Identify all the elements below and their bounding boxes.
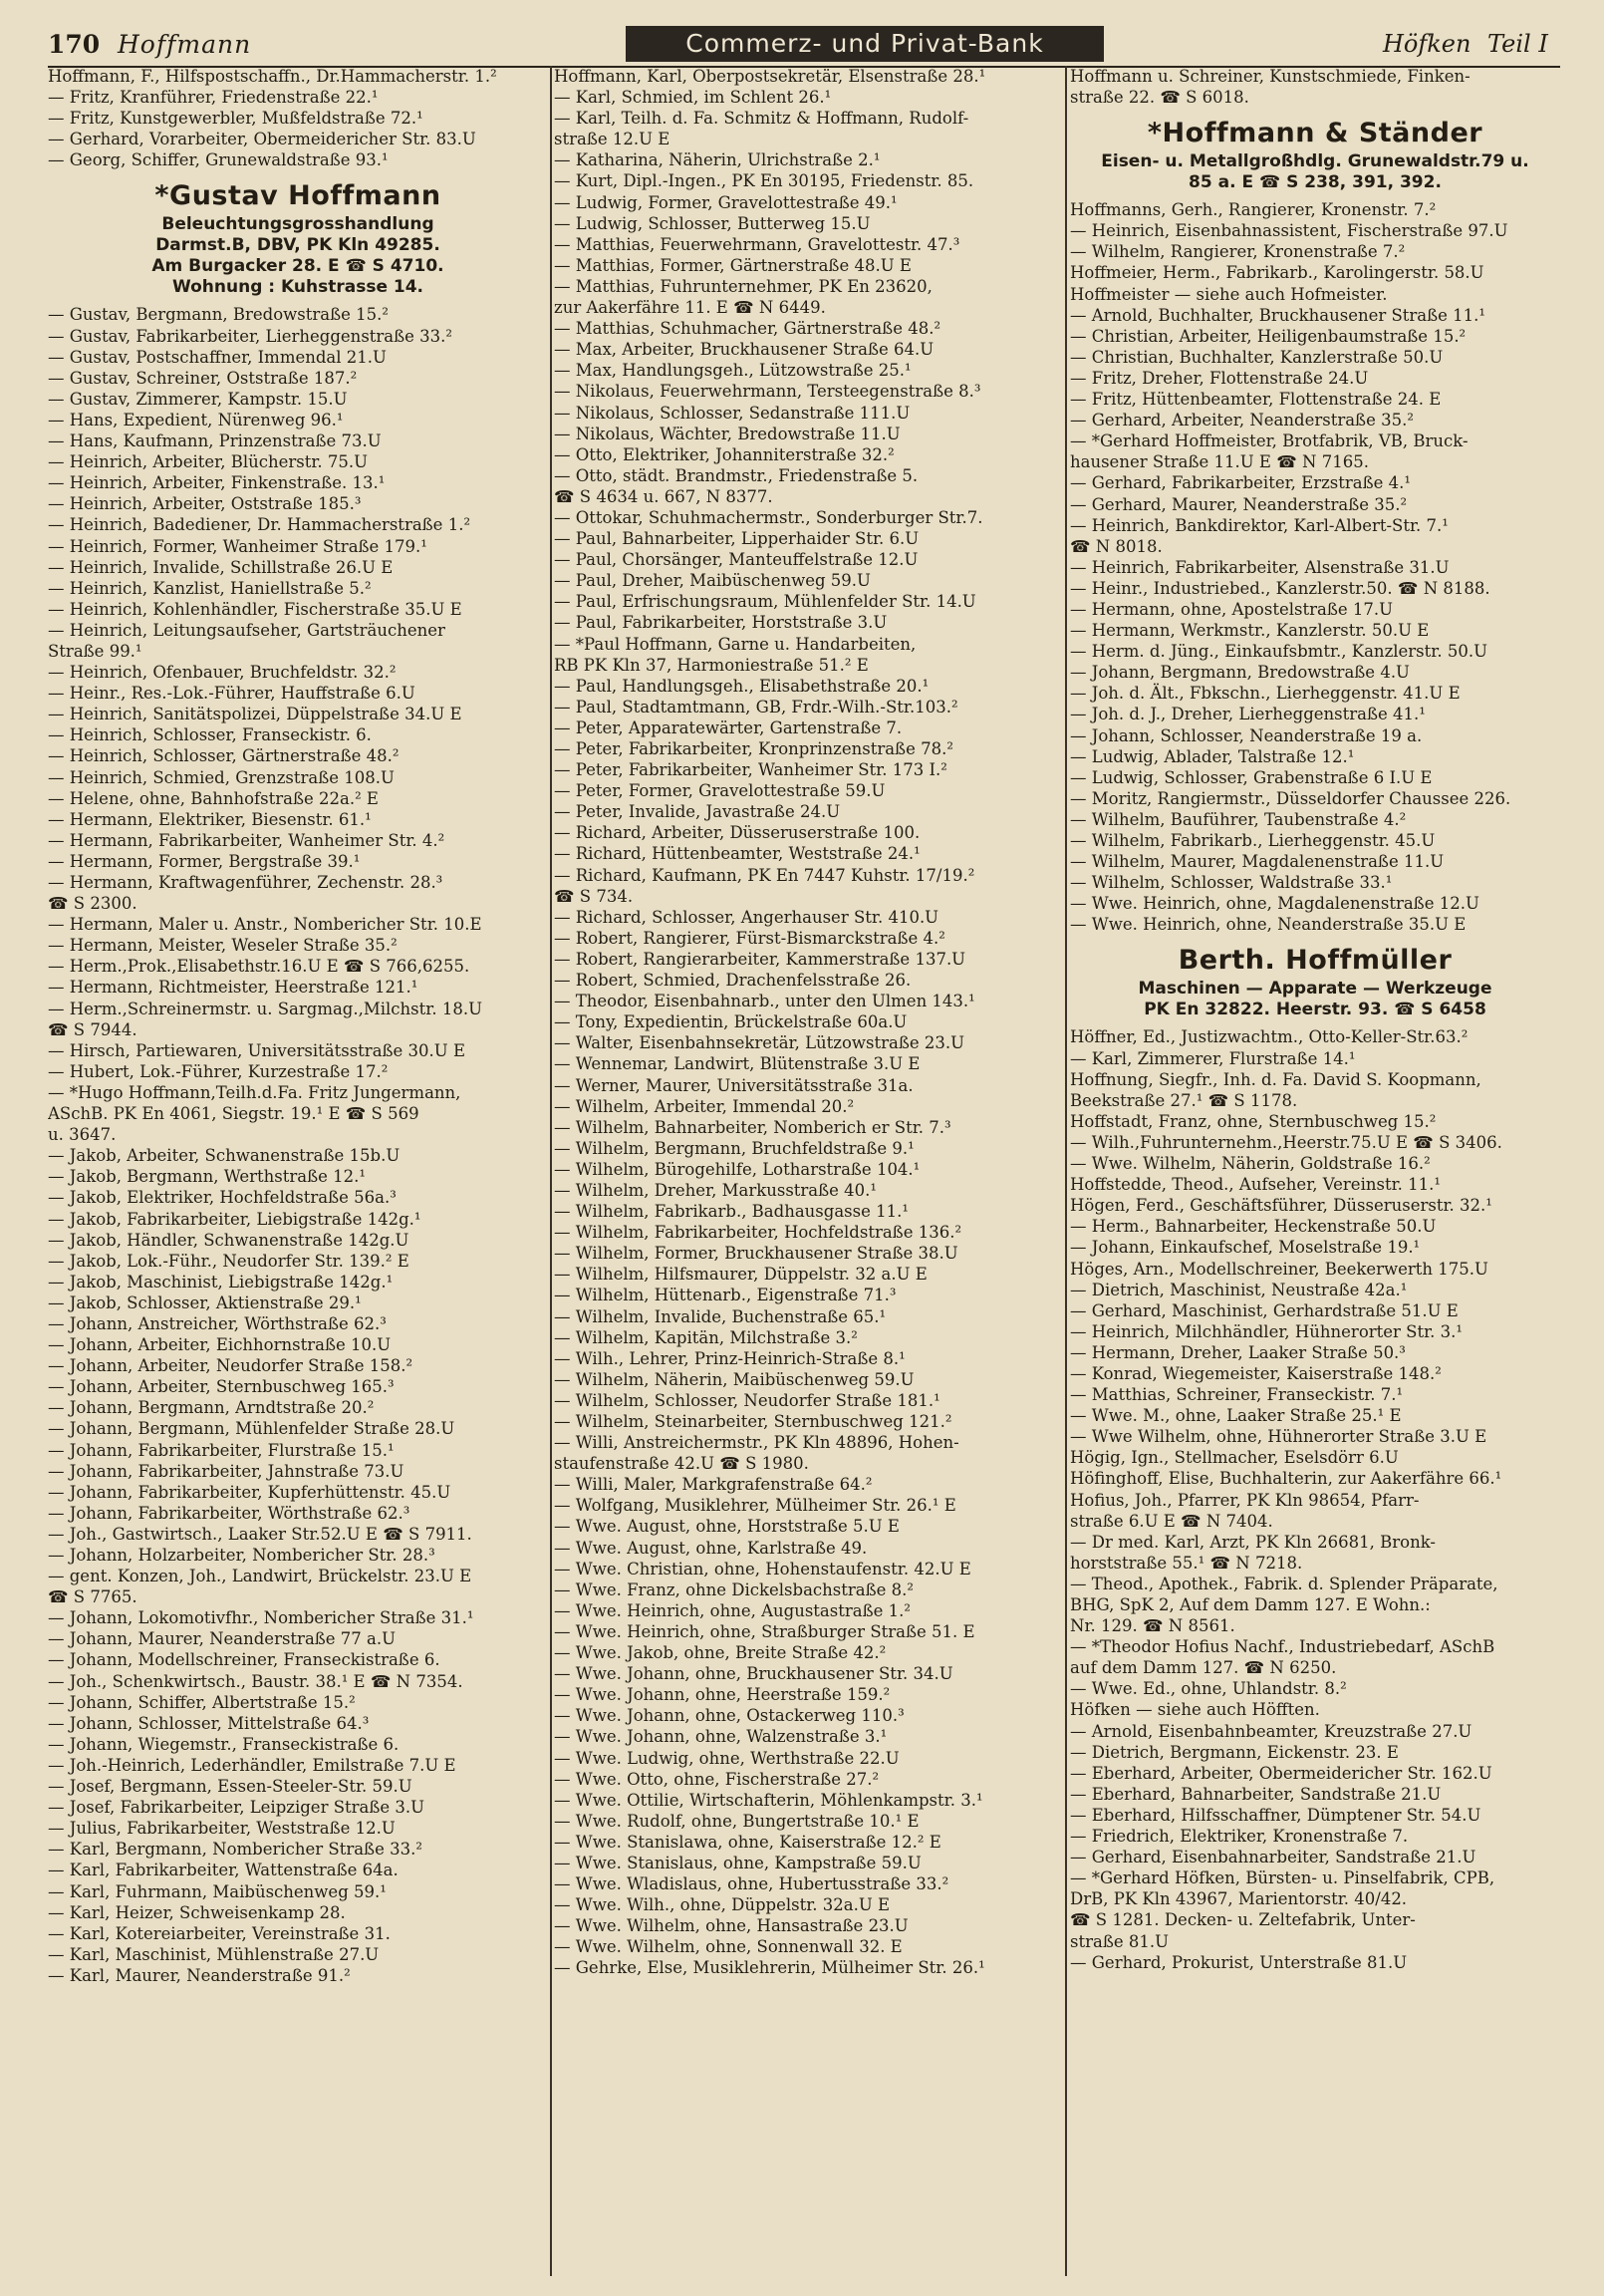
directory-entry: — Gerhard, Vorarbeiter, Obermeidericher Str. 83.U — [48, 130, 476, 149]
bank-banner: Commerz- und Privat-Bank — [626, 26, 1104, 62]
directory-entry: — Wwe. Rudolf, ohne, Bungertstraße 10.¹ E — [554, 1811, 920, 1831]
directory-entry: — Paul, Fabrikarbeiter, Horststraße 3.U — [554, 613, 888, 633]
directory-entry: — Wwe. Ed., ohne, Uhlandstr. 8.² — [1070, 1679, 1347, 1699]
directory-entry: — Wilhelm, Kapitän, Milchstraße 3.² — [554, 1327, 858, 1347]
directory-entry: Höges, Arn., Modellschreiner, Beekerwerth 175.U — [1070, 1259, 1488, 1279]
directory-entry: — Wilhelm, Näherin, Maibüschenweg 59.U — [554, 1369, 915, 1389]
directory-entry: — Johann, Bergmann, Mühlenfelder Straße 28.U — [48, 1419, 455, 1439]
directory-entry: Beekstraße 27.¹ ☎ S 1178. — [1070, 1090, 1298, 1110]
directory-entry: straße 22. ☎ S 6018. — [1070, 88, 1249, 108]
directory-entry: — Jakob, Fabrikarbeiter, Liebigstraße 142g.¹ — [48, 1209, 421, 1229]
directory-entry: Hoffnung, Siegfr., Inh. d. Fa. David S. Koopmann, — [1070, 1069, 1481, 1089]
directory-entry: — Richard, Arbeiter, Düsseruserstraße 100. — [554, 823, 921, 843]
directory-entry: — Wwe. Johann, ohne, Walzenstraße 3.¹ — [554, 1727, 888, 1747]
directory-entry: — Joh. d. J., Dreher, Lierheggenstraße 41.¹ — [1070, 705, 1426, 724]
directory-entry: — Heinrich, Schmied, Grenzstraße 108.U — [48, 767, 395, 787]
directory-entry: — gent. Konzen, Joh., Landwirt, Brückelstr. 23.U E — [48, 1567, 472, 1586]
directory-entry: — Josef, Bergmann, Essen-Steeler-Str. 59.U — [48, 1777, 412, 1797]
directory-entry: — Wwe. Jakob, ohne, Breite Straße 42.² — [554, 1643, 887, 1663]
directory-entry: — Matthias, Schuhmacher, Gärtnerstraße 48.² — [554, 319, 941, 339]
directory-entry: — Gerhard, Maurer, Neanderstraße 35.² — [1070, 494, 1408, 514]
directory-entry: — Gustav, Schreiner, Oststraße 187.² — [48, 368, 358, 388]
directory-entry: — Wilhelm, Arbeiter, Immendal 20.² — [554, 1096, 855, 1116]
directory-entry: — Robert, Rangierer, Fürst-Bismarckstraße 4.² — [554, 928, 945, 948]
directory-entry: — Wwe. Johann, ohne, Ostackerweg 110.³ — [554, 1706, 905, 1726]
directory-entry: — Katharina, Näherin, Ulrichstraße 2.¹ — [554, 150, 881, 170]
directory-entry: — Wilhelm, Hüttenarb., Eigenstraße 71.³ — [554, 1286, 897, 1305]
ad-line: PK En 32822. Heerstr. 93. ☎ S 6458 — [1144, 1000, 1486, 1020]
directory-entry: — Jakob, Arbeiter, Schwanenstraße 15b.U — [48, 1146, 401, 1166]
directory-entry: — Karl, Maschinist, Mühlenstraße 27.U — [48, 1944, 380, 1964]
directory-entry: — Kurt, Dipl.-Ingen., PK En 30195, Friedenstr. 85. — [554, 171, 974, 191]
column-middle-entries — [554, 66, 1054, 1979]
directory-entry: — Hermann, Former, Bergstraße 39.¹ — [48, 851, 361, 871]
directory-entry: — Johann, Anstreicher, Wörthstraße 62.³ — [48, 1313, 387, 1333]
directory-entry: ☎ S 7765. — [48, 1587, 137, 1607]
directory-entry: — Johann, Wiegemstr., Franseckistraße 6. — [48, 1734, 400, 1754]
directory-entry: ☎ N 8018. — [1070, 536, 1163, 556]
directory-entry: — Wwe. Wilh., ohne, Düppelstr. 32a.U E — [554, 1895, 891, 1915]
directory-entry: — Jakob, Schlosser, Aktienstraße 29.¹ — [48, 1292, 362, 1312]
directory-entry: — Wennemar, Landwirt, Blütenstraße 3.U E — [554, 1054, 921, 1074]
ad-line: Wohnung : Kuhstrasse 14. — [171, 277, 424, 298]
page-number: 170 — [48, 30, 101, 59]
directory-entry: — Julius, Fabrikarbeiter, Weststraße 12.U — [48, 1819, 396, 1839]
directory-entry: u. 3647. — [48, 1125, 117, 1145]
directory-entry: — Robert, Schmied, Drachenfelsstraße 26. — [554, 971, 912, 991]
directory-entry: — Paul, Handlungsgeh., Elisabethstraße 20.¹ — [554, 676, 930, 696]
ad-title: *Gustav Hoffmann — [154, 180, 441, 212]
directory-entry: — Karl, Fuhrmann, Maibüschenweg 59.¹ — [48, 1881, 387, 1901]
directory-entry: auf dem Damm 127. ☎ N 6250. — [1070, 1658, 1337, 1678]
directory-entry: — Otto, städt. Brandmstr., Friedenstraße 5. — [554, 465, 919, 485]
directory-entry: — *Gerhard Hoffmeister, Brotfabrik, VB, Bruck- — [1070, 431, 1469, 451]
directory-entry: — Otto, Elektriker, Johanniterstraße 32.² — [554, 444, 895, 464]
directory-entry: — Max, Handlungsgeh., Lützowstraße 25.¹ — [554, 361, 912, 381]
directory-entry: — Hermann, Elektriker, Biesenstr. 61.¹ — [48, 809, 372, 829]
ad-line: Am Burgacker 28. E ☎ S 4710. — [151, 256, 444, 277]
directory-entry: — Johann, Holzarbeiter, Nombericher Str. 28.³ — [48, 1546, 435, 1565]
directory-entry: — Wilhelm, Bauführer, Taubenstraße 4.² — [1070, 809, 1407, 829]
advertisement-hoffmann-staender — [1070, 116, 1560, 193]
directory-entry: — Hermann, ohne, Apostelstraße 17.U — [1070, 599, 1394, 619]
directory-entry: Hofius, Joh., Pfarrer, PK Kln 98654, Pfarr- — [1070, 1490, 1420, 1510]
directory-entry: — Hermann, Maler u. Anstr., Nombericher Str. 10.E — [48, 915, 482, 935]
directory-entry: ☎ S 7944. — [48, 1019, 137, 1039]
directory-entry: — Jakob, Maschinist, Liebigstraße 142g.¹ — [48, 1272, 394, 1292]
directory-entry: — Peter, Fabrikarbeiter, Kronprinzenstraße 78.² — [554, 739, 953, 758]
directory-entry: — Karl, Maurer, Neanderstraße 91.² — [48, 1965, 351, 1985]
directory-entry: — Peter, Invalide, Javastraße 24.U — [554, 802, 841, 822]
page-header — [48, 26, 1560, 68]
running-head-name: Hoffmann — [118, 30, 252, 59]
directory-entry: — Johann, Lokomotivfhr., Nombericher Straße 31.¹ — [48, 1608, 474, 1628]
directory-entry: straße 81.U — [1070, 1931, 1169, 1951]
directory-entry: — Ludwig, Schlosser, Grabenstraße 6 I.U E — [1070, 767, 1433, 787]
column-left-top-entries — [48, 66, 548, 170]
directory-entry: — Wilh.,Fuhrunternehm.,Heerstr.75.U E ☎ S 3406. — [1070, 1132, 1502, 1152]
directory-entry: — Gustav, Fabrikarbeiter, Lierheggenstraße 33.² — [48, 326, 453, 346]
directory-entry: — Johann, Schlosser, Mittelstraße 64.³ — [48, 1713, 370, 1733]
directory-entry: — Hans, Kaufmann, Prinzenstraße 73.U — [48, 431, 382, 451]
directory-entry: — Arnold, Eisenbahnbeamter, Kreuzstraße 27.U — [1070, 1721, 1472, 1741]
directory-entry: Högen, Ferd., Geschäftsführer, Düsseruserstr. 32.¹ — [1070, 1196, 1492, 1216]
directory-entry: horststraße 55.¹ ☎ N 7218. — [1070, 1553, 1303, 1573]
directory-entry: — Wilhelm, Fabrikarb., Badhausgasse 11.¹ — [554, 1202, 909, 1222]
directory-entry: — Johann, Arbeiter, Neudorfer Straße 158.² — [48, 1356, 413, 1376]
directory-entry: — Matthias, Fuhrunternehmer, PK En 23620, — [554, 276, 933, 296]
ad-line: Beleuchtungsgrosshandlung — [161, 214, 434, 235]
directory-entry: — Wwe. Heinrich, ohne, Neanderstraße 35.U E — [1070, 915, 1467, 935]
directory-entry: — Willi, Anstreichermstr., PK Kln 48896, Hohen- — [554, 1433, 959, 1453]
directory-entry: — Heinrich, Invalide, Schillstraße 26.U E — [48, 557, 394, 577]
directory-entry: — Johann, Fabrikarbeiter, Kupferhüttenstr. 45.U — [48, 1482, 451, 1502]
advertisement-hoffmueller — [1070, 943, 1560, 1020]
directory-entry: — Heinrich, Arbeiter, Blücherstr. 75.U — [48, 452, 369, 472]
directory-entry: — Karl, Zimmerer, Flurstraße 14.¹ — [1070, 1048, 1356, 1068]
directory-entry: — Joh. d. Ält., Fbkschn., Lierheggenstr. 41.U E — [1070, 684, 1461, 704]
directory-entry: — Heinr., Res.-Lok.-Führer, Hauffstraße 6.U — [48, 684, 415, 704]
directory-entry: — Gerhard, Fabrikarbeiter, Erzstraße 4.¹ — [1070, 473, 1411, 493]
directory-entry: — Heinrich, Kanzlist, Haniellstraße 5.² — [48, 578, 372, 598]
ad-line: Eisen- u. Metallgroßhdlg. Grunewaldstr.79 u. — [1101, 151, 1529, 172]
directory-entry: Hoffmann, Karl, Oberpostsekretär, Elsenstraße 28.¹ — [554, 67, 986, 86]
directory-entry: — Wwe. Franz, ohne Dickelsbachstraße 8.² — [554, 1579, 914, 1599]
directory-entry: — Gerhard, Eisenbahnarbeiter, Sandstraße 21.U — [1070, 1848, 1476, 1867]
directory-entry: — Konrad, Wiegemeister, Kaiserstraße 148.² — [1070, 1363, 1442, 1383]
directory-entry: — Wwe. Stanislaus, ohne, Kampstraße 59.U — [554, 1853, 922, 1872]
directory-entry: — Nikolaus, Schlosser, Sedanstraße 111.U — [554, 403, 911, 423]
directory-entry: — *Theodor Hofius Nachf., Industriebedarf, ASchB — [1070, 1637, 1495, 1657]
directory-entry: — Wilh., Lehrer, Prinz-Heinrich-Straße 8.¹ — [554, 1348, 906, 1368]
directory-entry: — Wilhelm, Steinarbeiter, Sternbuschweg 121.² — [554, 1412, 952, 1431]
directory-entry: — Hermann, Dreher, Laaker Straße 50.³ — [1070, 1342, 1406, 1362]
directory-entry: Hoffmann u. Schreiner, Kunstschmiede, Finken- — [1070, 67, 1470, 86]
directory-entry: — Ludwig, Former, Gravelottestraße 49.¹ — [554, 192, 898, 212]
directory-entry: — Tony, Expedientin, Brückelstraße 60a.U — [554, 1012, 908, 1032]
directory-entry: Hoffstedde, Theod., Aufseher, Vereinstr. 11.¹ — [1070, 1175, 1441, 1195]
directory-entry: — Jakob, Bergmann, Werthstraße 12.¹ — [48, 1167, 366, 1187]
directory-entry: — Heinrich, Bankdirektor, Karl-Albert-Str. 7.¹ — [1070, 515, 1449, 535]
directory-entry: — Paul, Erfrischungsraum, Mühlenfelder Str. 14.U — [554, 592, 976, 612]
directory-entry: Hoffmann, F., Hilfspostschaffn., Dr.Hammacherstr. 1.² — [48, 67, 497, 86]
directory-entry: — Wwe. Ludwig, ohne, Werthstraße 22.U — [554, 1748, 900, 1768]
directory-entry: — Wwe. Christian, ohne, Hohenstaufenstr. 42.U E — [554, 1559, 971, 1578]
directory-entry: — Hermann, Meister, Weseler Straße 35.² — [48, 936, 398, 956]
directory-entry: — Richard, Kaufmann, PK En 7447 Kuhstr. 17/19.² — [554, 865, 975, 885]
directory-entry: — Max, Arbeiter, Bruckhausener Straße 64.U — [554, 340, 935, 360]
directory-entry: — Matthias, Former, Gärtnerstraße 48.U E — [554, 255, 912, 275]
part-label: Teil I — [1487, 30, 1548, 58]
column-right-middle-entries — [1070, 199, 1560, 935]
directory-entry: — Ludwig, Schlosser, Butterweg 15.U — [554, 213, 871, 233]
directory-entry: — Hubert, Lok.-Führer, Kurzestraße 17.² — [48, 1061, 389, 1081]
directory-entry: — Wwe. Stanislawa, ohne, Kaiserstraße 12.² E — [554, 1832, 941, 1852]
directory-entry: — Moritz, Rangiermstr., Düsseldorfer Chaussee 226. — [1070, 788, 1511, 808]
directory-entry: — Karl, Kotereiarbeiter, Vereinstraße 31. — [48, 1923, 391, 1943]
directory-entry: — Wwe. Wilhelm, ohne, Hansastraße 23.U — [554, 1916, 909, 1936]
directory-entry: — Heinrich, Eisenbahnassistent, Fischerstraße 97.U — [1070, 221, 1508, 241]
directory-entry: — Heinrich, Schlosser, Gärtnerstraße 48.² — [48, 746, 400, 766]
directory-entry: — Johann, Bergmann, Arndtstraße 20.² — [48, 1398, 375, 1418]
directory-entry: — Eberhard, Arbeiter, Obermeidericher Str. 162.U — [1070, 1763, 1492, 1783]
directory-entry: — Richard, Hüttenbeamter, Weststraße 24.¹ — [554, 844, 921, 864]
directory-entry: ☎ S 1281. Decken- u. Zeltefabrik, Unter- — [1070, 1910, 1416, 1930]
directory-entry: — Karl, Heizer, Schweisenkamp 28. — [48, 1902, 346, 1922]
directory-entry: — Ludwig, Ablader, Talstraße 12.¹ — [1070, 746, 1355, 766]
directory-entry: — *Paul Hoffmann, Garne u. Handarbeiten, — [554, 634, 917, 654]
directory-entry: BHG, SpK 2, Auf dem Damm 127. E Wohn.: — [1070, 1595, 1431, 1614]
directory-entry: — Peter, Former, Gravelottestraße 59.U — [554, 781, 886, 801]
directory-entry: — Herm.,Schreinermstr. u. Sargmag.,Milchstr. 18.U — [48, 999, 482, 1018]
directory-entry: — Wwe. Johann, ohne, Heerstraße 159.² — [554, 1685, 891, 1705]
directory-entry: — Matthias, Schreiner, Franseckistr. 7.¹ — [1070, 1385, 1404, 1405]
directory-entry: — Jakob, Elektriker, Hochfeldstraße 56a.³ — [48, 1188, 397, 1208]
column-left — [48, 66, 548, 2276]
directory-entry: — Fritz, Hüttenbeamter, Flottenstraße 24. E — [1070, 390, 1442, 410]
directory-entry: — Hermann, Richtmeister, Heerstraße 121.¹ — [48, 978, 418, 998]
directory-entry: — Johann, Fabrikarbeiter, Wörthstraße 62.³ — [48, 1503, 410, 1523]
directory-entry: — Heinrich, Fabrikarbeiter, Alsenstraße 31.U — [1070, 557, 1450, 577]
directory-entry: — Gerhard, Arbeiter, Neanderstraße 35.² — [1070, 411, 1414, 430]
directory-entry: — Dr med. Karl, Arzt, PK Kln 26681, Bronk- — [1070, 1532, 1436, 1552]
directory-entry: — Johann, Fabrikarbeiter, Flurstraße 15.¹ — [48, 1440, 395, 1460]
directory-entry: — Johann, Bergmann, Bredowstraße 4.U — [1070, 663, 1410, 683]
column-left-entries — [48, 304, 548, 1986]
directory-entry: — Heinrich, Kohlenhändler, Fischerstraße 35.U E — [48, 599, 462, 619]
directory-entry: — Josef, Fabrikarbeiter, Leipziger Straße 3.U — [48, 1798, 425, 1818]
directory-entry: ☎ S 4634 u. 667, N 8377. — [554, 486, 773, 506]
column-divider-right — [1065, 66, 1067, 2276]
directory-entry: ☎ S 2300. — [48, 894, 137, 914]
directory-entry: — Karl, Fabrikarbeiter, Wattenstraße 64a. — [48, 1861, 399, 1880]
directory-entry: — Wilhelm, Maurer, Magdalenenstraße 11.U — [1070, 852, 1445, 872]
directory-entry: Höfken — siehe auch Höfften. — [1070, 1700, 1320, 1720]
directory-entry: — Walter, Eisenbahnsekretär, Lützowstraße 23.U — [554, 1033, 965, 1053]
directory-entry: — Karl, Bergmann, Nombericher Straße 33.² — [48, 1840, 422, 1860]
directory-entry: — Heinrich, Leitungsaufseher, Gartsträuchener — [48, 620, 445, 640]
directory-entry: — Wilhelm, Bergmann, Bruchfeldstraße 9.¹ — [554, 1138, 915, 1158]
directory-entry: — Friedrich, Elektriker, Kronenstraße 7. — [1070, 1827, 1409, 1847]
directory-entry: — Eberhard, Hilfsschaffner, Dümptener Str. 54.U — [1070, 1805, 1481, 1825]
directory-entry: DrB, PK Kln 43967, Marientorstr. 40/42. — [1070, 1889, 1408, 1909]
directory-entry: — Gehrke, Else, Musiklehrerin, Mülheimer Str. 26.¹ — [554, 1958, 985, 1978]
directory-entry: — Paul, Bahnarbeiter, Lipperhaider Str. 6.U — [554, 529, 920, 549]
directory-entry: — Wilhelm, Schlosser, Neudorfer Straße 181.¹ — [554, 1390, 940, 1410]
directory-entry: — Gustav, Zimmerer, Kampstr. 15.U — [48, 389, 348, 409]
directory-entry: — Fritz, Dreher, Flottenstraße 24.U — [1070, 368, 1369, 388]
directory-entry: — Johann, Arbeiter, Sternbuschweg 165.³ — [48, 1377, 395, 1397]
directory-entry: — Wwe. Ottilie, Wirtschafterin, Möhlenkampstr. 3.¹ — [554, 1790, 983, 1810]
directory-entry: straße 6.U E ☎ N 7404. — [1070, 1511, 1273, 1531]
directory-entry: — Wilhelm, Hilfsmaurer, Düppelstr. 32 a.U E — [554, 1265, 928, 1285]
directory-entry: — Wilhelm, Fabrikarb., Lierheggenstr. 45.U — [1070, 831, 1436, 850]
directory-entry: — Wwe. Heinrich, ohne, Straßburger Straße 51. E — [554, 1621, 975, 1641]
directory-entry: — Herm., Bahnarbeiter, Heckenstraße 50.U — [1070, 1217, 1437, 1237]
directory-entry: Högig, Ign., Stellmacher, Eselsdörr 6.U — [1070, 1448, 1399, 1468]
directory-entry: — Johann, Arbeiter, Eichhornstraße 10.U — [48, 1335, 392, 1355]
directory-entry: — *Gerhard Höfken, Bürsten- u. Pinselfabrik, CPB, — [1070, 1868, 1495, 1888]
ad-title: Berth. Hoffmüller — [1178, 945, 1453, 977]
directory-entry: Höfinghoff, Elise, Buchhalterin, zur Aakerfähre 66.¹ — [1070, 1469, 1502, 1489]
directory-entry: Hoffmeier, Herm., Fabrikarb., Karolingerstr. 58.U — [1070, 263, 1484, 283]
column-right-entries — [1070, 1026, 1560, 1972]
directory-entry: — Wilhelm, Bahnarbeiter, Nomberich er Str. 7.³ — [554, 1117, 951, 1137]
directory-entry: — Wwe. Otto, ohne, Fischerstraße 27.² — [554, 1769, 880, 1789]
directory-entry: — Wwe. August, ohne, Horststraße 5.U E — [554, 1517, 900, 1537]
directory-entry: — Arnold, Buchhalter, Bruckhausener Straße 11.¹ — [1070, 305, 1486, 325]
directory-entry: — Peter, Apparatewärter, Gartenstraße 7. — [554, 718, 903, 737]
directory-entry: — Theod., Apothek., Fabrik. d. Splender Präparate, — [1070, 1574, 1498, 1593]
directory-entry: RB PK Kln 37, Harmoniestraße 51.² E — [554, 655, 869, 675]
directory-entry: — Willi, Maler, Markgrafenstraße 64.² — [554, 1475, 873, 1495]
directory-entry: ☎ S 734. — [554, 886, 634, 906]
directory-entry: — Georg, Schiffer, Grunewaldstraße 93.¹ — [48, 150, 389, 170]
directory-entry: — Wilhelm, Bürogehilfe, Lotharstraße 104.¹ — [554, 1159, 921, 1179]
ad-line: Darmst.B, DBV, PK Kln 49285. — [155, 235, 440, 256]
directory-entry: — Fritz, Kranführer, Friedenstraße 22.¹ — [48, 88, 379, 108]
ad-line: 85 a. E ☎ S 238, 391, 392. — [1189, 172, 1442, 193]
directory-entry: hausener Straße 11.U E ☎ N 7165. — [1070, 452, 1369, 472]
directory-entry: — Heinrich, Ofenbauer, Bruchfeldstr. 32.² — [48, 663, 397, 683]
directory-entry: — Wwe. Heinrich, ohne, Magdalenenstraße 12.U — [1070, 894, 1479, 914]
directory-entry: — Wwe. August, ohne, Karlstraße 49. — [554, 1538, 868, 1558]
directory-entry: — Johann, Maurer, Neanderstraße 77 a.U — [48, 1629, 397, 1649]
directory-entry: — Hirsch, Partiewaren, Universitätsstraße 30.U E — [48, 1040, 465, 1060]
advertisement-gustav-hoffmann — [48, 178, 548, 298]
directory-entry: — Wilhelm, Rangierer, Kronenstraße 7.² — [1070, 242, 1406, 262]
directory-entry: — Nikolaus, Feuerwehrmann, Tersteegenstraße 8.³ — [554, 382, 981, 402]
directory-entry: — Wwe Wilhelm, ohne, Hühnerorter Straße 3.U E — [1070, 1427, 1487, 1447]
directory-entry: — Wilhelm, Dreher, Markusstraße 40.¹ — [554, 1180, 878, 1200]
directory-entry: — Dietrich, Bergmann, Eickenstr. 23. E — [1070, 1742, 1399, 1762]
directory-entry: — Johann, Schiffer, Albertstraße 15.² — [48, 1692, 356, 1712]
directory-entry: — Karl, Teilh. d. Fa. Schmitz & Hoffmann, Rudolf- — [554, 109, 969, 129]
directory-entry: — Christian, Arbeiter, Heiligenbaumstraße 15.² — [1070, 326, 1467, 346]
directory-entry: — Robert, Rangierarbeiter, Kammerstraße 137.U — [554, 949, 966, 969]
directory-entry: — Wwe. M., ohne, Laaker Straße 25.¹ E — [1070, 1406, 1402, 1426]
directory-entry: — Johann, Modellschreiner, Franseckistraße 6. — [48, 1650, 440, 1670]
directory-entry: — Hermann, Werkmstr., Kanzlerstr. 50.U E — [1070, 621, 1430, 641]
directory-entry: — Christian, Buchhalter, Kanzlerstraße 50.U — [1070, 347, 1444, 367]
directory-entry: — Herm. d. Jüng., Einkaufsbmtr., Kanzlerstr. 50.U — [1070, 642, 1487, 662]
directory-entry: — Theodor, Eisenbahnarb., unter den Ulmen 143.¹ — [554, 992, 975, 1011]
column-right — [1070, 66, 1560, 2276]
directory-entry: — Wwe. Johann, ohne, Bruckhausener Str. 34.U — [554, 1664, 953, 1684]
directory-entry: — Paul, Dreher, Maibüschenweg 59.U — [554, 571, 871, 591]
directory-entry: — Hermann, Fabrikarbeiter, Wanheimer Str. 4.² — [48, 830, 445, 850]
directory-entry: Nr. 129. ☎ N 8561. — [1070, 1616, 1235, 1636]
directory-entry: — Werner, Maurer, Universitätsstraße 31a. — [554, 1075, 914, 1095]
directory-entry: — Wilhelm, Fabrikarbeiter, Hochfeldstraße 136.² — [554, 1223, 962, 1243]
directory-entry: — Matthias, Feuerwehrmann, Gravelottestr. 47.³ — [554, 234, 960, 254]
directory-entry: — Wwe. Wilhelm, Näherin, Goldstraße 16.² — [1070, 1154, 1431, 1174]
directory-entry: — *Hugo Hoffmann,Teilh.d.Fa. Fritz Jungermann, — [48, 1082, 461, 1102]
directory-entry: — Jakob, Lok.-Führ., Neudorfer Str. 139.² E — [48, 1251, 409, 1271]
directory-entry: — Wwe. Heinrich, ohne, Augustastraße 1.² — [554, 1600, 911, 1620]
directory-entry: ASchB. PK En 4061, Siegstr. 19.¹ E ☎ S 569 — [48, 1104, 419, 1124]
directory-entry: zur Aakerfähre 11. E ☎ N 6449. — [554, 298, 826, 318]
directory-entry: — Wwe. Wilhelm, ohne, Sonnenwall 32. E — [554, 1937, 903, 1957]
directory-entry: — Gustav, Bergmann, Bredowstraße 15.² — [48, 305, 390, 325]
directory-entry: straße 12.U E — [554, 130, 670, 149]
directory-entry: Hoffstadt, Franz, ohne, Sternbuschweg 15.² — [1070, 1111, 1437, 1131]
directory-entry: — Gustav, Postschaffner, Immendal 21.U — [48, 347, 387, 367]
directory-entry: — Karl, Schmied, im Schlent 26.¹ — [554, 88, 832, 108]
directory-entry: — Heinrich, Badediener, Dr. Hammacherstraße 1.² — [48, 515, 471, 535]
directory-entry: — Eberhard, Bahnarbeiter, Sandstraße 21.U — [1070, 1784, 1442, 1804]
directory-entry: staufenstraße 42.U ☎ S 1980. — [554, 1454, 809, 1474]
directory-entry: — Joh., Gastwirtsch., Laaker Str.52.U E ☎ S 7911. — [48, 1524, 472, 1544]
ad-title: *Hoffmann & Ständer — [1147, 118, 1483, 149]
directory-entry: — Wilhelm, Invalide, Buchenstraße 65.¹ — [554, 1306, 887, 1326]
running-head-range-end: Höfken — [1383, 30, 1471, 58]
directory-entry: — Nikolaus, Wächter, Bredowstraße 11.U — [554, 424, 901, 443]
directory-entry: — Heinrich, Milchhändler, Hühnerorter Str. 3.¹ — [1070, 1321, 1464, 1341]
directory-entry: — Johann, Schlosser, Neanderstraße 19 a. — [1070, 725, 1423, 745]
directory-entry: — Heinrich, Arbeiter, Finkenstraße. 13.¹ — [48, 473, 386, 493]
directory-entry: — Gerhard, Maschinist, Gerhardstraße 51.U E — [1070, 1300, 1459, 1320]
directory-entry: — Jakob, Händler, Schwanenstraße 142g.U — [48, 1230, 409, 1250]
directory-entry: — Fritz, Kunstgewerbler, Mußfeldstraße 72.¹ — [48, 109, 423, 129]
directory-entry: — Johann, Fabrikarbeiter, Jahnstraße 73.U — [48, 1461, 404, 1481]
directory-entry: Straße 99.¹ — [48, 641, 142, 661]
directory-entry: — Johann, Einkaufschef, Moselstraße 19.¹ — [1070, 1238, 1421, 1258]
directory-entry: — Helene, ohne, Bahnhofstraße 22a.² E — [48, 788, 379, 808]
directory-entry: — Wwe. Wladislaus, ohne, Hubertusstraße 33.² — [554, 1874, 949, 1894]
directory-entry: — Heinrich, Former, Wanheimer Straße 179.¹ — [48, 536, 427, 556]
directory-entry: — Joh.-Heinrich, Lederhändler, Emilstraße 7.U E — [48, 1755, 456, 1775]
directory-entry: — Heinrich, Arbeiter, Oststraße 185.³ — [48, 494, 362, 514]
directory-entry: — Wilhelm, Former, Bruckhausener Straße 38.U — [554, 1244, 958, 1264]
directory-entry: Hoffmeister — siehe auch Hofmeister. — [1070, 284, 1388, 304]
directory-entry: — Heinr., Industriebed., Kanzlerstr.50. ☎ N 8188. — [1070, 578, 1490, 598]
directory-entry: — Richard, Schlosser, Angerhauser Str. 410.U — [554, 907, 939, 927]
directory-entry: — Gerhard, Prokurist, Unterstraße 81.U — [1070, 1952, 1408, 1972]
directory-entry: — Hermann, Kraftwagenführer, Zechenstr. 28.³ — [48, 873, 443, 892]
directory-entry: — Wolfgang, Musiklehrer, Mülheimer Str. 26.¹ E — [554, 1496, 956, 1516]
column-right-top-entries — [1070, 66, 1560, 108]
directory-entry: — Paul, Stadtamtmann, GB, Frdr.-Wilh.-Str.103.² — [554, 697, 958, 717]
directory-entry: — Joh., Schenkwirtsch., Baustr. 38.¹ E ☎ N 7354. — [48, 1671, 463, 1691]
directory-entry: — Heinrich, Sanitätspolizei, Düppelstraße 34.U E — [48, 705, 462, 724]
directory-entry: — Herm.,Prok.,Elisabethstr.16.U E ☎ S 766,6255. — [48, 957, 470, 977]
directory-entry: — Heinrich, Schlosser, Franseckistr. 6. — [48, 725, 372, 745]
directory-entry: Hoffmanns, Gerh., Rangierer, Kronenstr. 7.² — [1070, 200, 1437, 220]
column-divider-left — [550, 66, 552, 2276]
directory-entry: Höffner, Ed., Justizwachtm., Otto-Keller-Str.63.² — [1070, 1027, 1469, 1047]
directory-entry: — Ottokar, Schuhmachermstr., Sonderburger Str.7. — [554, 507, 983, 527]
directory-entry: — Hans, Expedient, Nürenweg 96.¹ — [48, 410, 344, 430]
ad-line: Maschinen — Apparate — Werkzeuge — [1138, 979, 1492, 1000]
directory-entry: — Paul, Chorsänger, Manteuffelstraße 12.U — [554, 550, 919, 570]
column-middle — [554, 66, 1054, 2276]
directory-entry: — Peter, Fabrikarbeiter, Wanheimer Str. 173 I.² — [554, 760, 947, 780]
directory-entry: — Wilhelm, Schlosser, Waldstraße 33.¹ — [1070, 873, 1393, 893]
directory-entry: — Dietrich, Maschinist, Neustraße 42a.¹ — [1070, 1280, 1408, 1299]
